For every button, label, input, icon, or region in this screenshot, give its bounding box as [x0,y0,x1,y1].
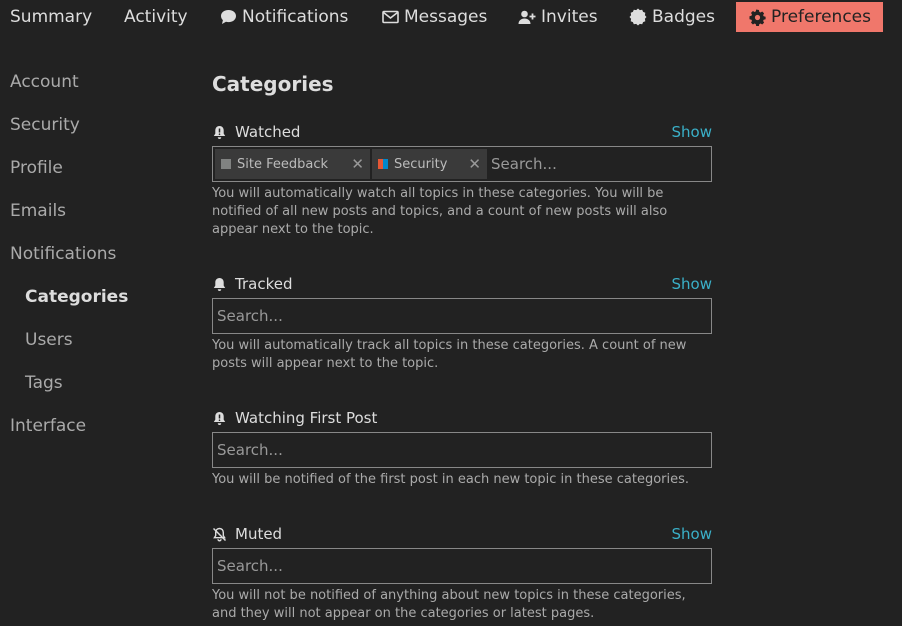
category-chip-site-feedback [215,149,370,179]
watching-first-post-description: You will be notified of the first post in each new topic in these categories. [212,472,690,487]
sidebar-item-emails[interactable]: Emails [10,201,67,221]
muted-search-input[interactable] [213,551,711,581]
bell-exclamation-icon [212,125,227,140]
muted-show-link[interactable]: Show [671,525,712,543]
tab-activity-label: Activity [124,7,188,27]
chip-label: Security [394,156,448,172]
sidebar-item-users[interactable]: Users [25,330,73,350]
watched-category-chooser[interactable] [212,146,712,182]
bell-icon [212,277,227,292]
tracked-show-link[interactable]: Show [671,275,712,293]
watched-show-link[interactable]: Show [671,123,712,141]
watched-label: Watched [235,123,301,141]
watching-first-post-label: Watching First Post [235,409,378,427]
tab-notifications[interactable] [219,2,348,32]
muted-category-chooser[interactable] [212,548,712,584]
bell-exclamation-icon [212,411,227,426]
tracked-label: Tracked [235,275,293,293]
bell-slash-icon [212,527,227,542]
tracked-category-chooser[interactable] [212,298,712,334]
envelope-icon [381,8,399,26]
tab-messages-label: Messages [404,7,488,27]
category-chip-security [372,149,487,179]
sidebar-item-interface[interactable]: Interface [10,416,87,436]
sidebar-item-categories[interactable]: Categories [25,287,129,307]
category-swatch [221,159,231,169]
tab-invites[interactable] [518,2,598,32]
watching-first-post-header [212,408,712,428]
tab-preferences-label: Preferences [771,7,871,27]
comment-icon [219,8,237,26]
watched-search-input[interactable] [487,149,711,179]
sidebar-item-account[interactable]: Account [10,72,79,92]
page-title: Categories [212,72,334,96]
sidebar-item-security[interactable]: Security [10,115,80,135]
sidebar-item-notifications[interactable]: Notifications [10,244,117,264]
tracked-search-input[interactable] [213,301,711,331]
tab-summary-label: Summary [10,7,93,27]
category-swatch [378,159,388,169]
tab-invites-label: Invites [541,7,598,27]
muted-label: Muted [235,525,283,543]
watching-first-post-search-input[interactable] [213,435,711,465]
tab-badges[interactable] [629,2,715,32]
gear-icon [748,8,766,26]
tracked-header [212,274,712,294]
tab-activity[interactable] [124,2,188,32]
muted-description: You will not be notified of anything about new topics in these categories, and they will not appear on the categories or latest pages. [212,588,686,621]
chip-label: Site Feedback [237,156,328,172]
remove-chip-icon[interactable]: ✕ [351,155,364,173]
tab-notifications-label: Notifications [242,7,349,27]
badge-icon [629,8,647,26]
watched-description: You will automatically watch all topics in these categories. You will be notified of all new posts and topics, and a count of new posts will also appear next to the topic. [212,186,668,237]
watching-first-post-category-chooser[interactable] [212,432,712,468]
sidebar-item-tags[interactable]: Tags [25,373,63,393]
user-nav [0,0,902,36]
user-plus-icon [518,8,536,26]
tab-messages[interactable] [381,2,487,32]
tab-summary[interactable] [10,2,92,32]
muted-header [212,524,712,544]
tab-badges-label: Badges [652,7,715,27]
tab-preferences[interactable] [736,2,883,32]
watched-header [212,122,712,142]
sidebar-item-profile[interactable]: Profile [10,158,63,178]
remove-chip-icon[interactable]: ✕ [468,155,481,173]
tracked-description: You will automatically track all topics in these categories. A count of new posts will appear next to the topic. [212,338,687,371]
